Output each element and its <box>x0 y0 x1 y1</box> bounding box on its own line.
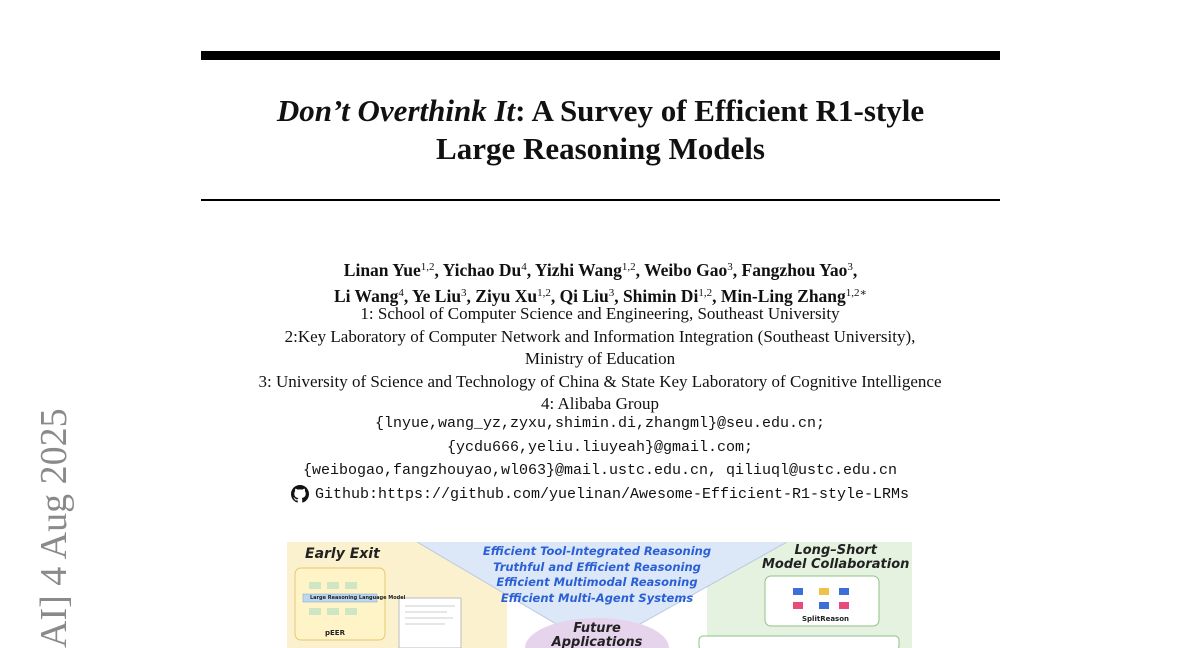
affiliation-line: Ministry of Education <box>524 349 676 368</box>
author: Shimin Di$^{1,2}$ <box>622 286 713 306</box>
early-exit-heading: Early Exit <box>305 546 380 562</box>
affiliation-line: 3: University of Science and Technology of China & State Key Laboratory of Cognitive Intelligence <box>258 371 942 391</box>
affiliations <box>150 303 1050 416</box>
peer-node <box>327 582 339 589</box>
affiliation-line: 4: Alibaba Group <box>540 394 660 413</box>
title-italic: Don’t Overthink It <box>276 93 516 128</box>
center-item: Truthful and Efficient Reasoning <box>493 559 701 574</box>
lrm-label: Large Reasoning Language Model <box>310 595 406 601</box>
email-line[interactable]: {weibogao,fangzhouyao,wl063}@mail.ustc.edu.cn, qiliuql@ustc.edu.cn <box>302 462 898 479</box>
splitreason-label: SplitReason <box>802 615 850 623</box>
overview-figure <box>287 542 912 648</box>
center-item: Efficient Tool-Integrated Reasoning <box>482 544 712 558</box>
affiliation-line: 1: School of Computer Science and Engineering, Southeast University <box>360 304 840 323</box>
author: Yizhi Wang$^{1,2}$ <box>534 260 636 280</box>
peer-node <box>327 608 339 615</box>
paper-title <box>201 92 1000 168</box>
github-link[interactable]: Github:https://github.com/yuelinan/Awesome-Efficient-R1-style-LRMs <box>314 485 910 503</box>
bottom-box <box>699 636 899 648</box>
center-item: Efficient Multi-Agent Systems <box>500 590 694 605</box>
peer-node <box>345 582 357 589</box>
author: Weibo Gao$^3$ <box>644 260 733 280</box>
top-thick-rule <box>201 51 1000 60</box>
title-bottom-rule <box>201 199 1000 201</box>
center-items <box>462 544 732 606</box>
long-short-heading: Long–Short Model Collaboration <box>762 543 910 572</box>
peer-node <box>309 582 321 589</box>
title-line2: Large Reasoning Models <box>436 131 765 166</box>
peer-label: pEER <box>325 629 345 637</box>
email-block <box>150 412 1050 512</box>
peer-node <box>345 608 357 615</box>
author-list: Linan Yue$^{1,2}$, Yichao Du$^4$, Yizhi Wang$^{1,2}$, Weibo Gao$^3$, Fangzhou Yao$^3$, Li Wang$^4$, Ye Liu$^3$, Ziyu Xu$^{1,2}$, Qi Liu$^3$, Shimin Di$^{1,2}$, Min-Ling Zhang$^{1,2∗}$ <box>333 260 868 306</box>
peer-node <box>309 608 321 615</box>
author: Ye Liu$^3$ <box>411 286 467 306</box>
author: Yichao Du$^4$ <box>442 260 527 280</box>
title-rest: : A Survey of Efficient R1-style <box>515 93 925 128</box>
email-line[interactable]: {ycdu666,yeliu.liuyeah}@gmail.com; <box>446 438 754 456</box>
author: Fangzhou Yao$^3$ <box>741 260 853 280</box>
affiliation-line: 2:Key Laboratory of Computer Network and Information Integration (Southeast University), <box>284 326 916 346</box>
future-applications-heading: Future Applications <box>551 621 643 648</box>
author: Linan Yue$^{1,2}$ <box>343 260 435 280</box>
arxiv-stamp: AI] 4 Aug 2025 <box>33 408 75 648</box>
author: Min-Ling Zhang$^{1,2∗}$ <box>720 286 868 306</box>
github-icon <box>291 485 309 503</box>
author: Qi Liu$^3$ <box>559 286 615 306</box>
author: Ziyu Xu$^{1,2}$ <box>475 286 551 306</box>
author: Li Wang$^4$ <box>333 286 404 306</box>
email-line[interactable]: {lnyue,wang_yz,zyxu,shimin.di,zhangml}@seu.edu.cn; <box>374 415 826 432</box>
center-item: Efficient Multimodal Reasoning <box>496 575 698 589</box>
github-line <box>291 483 909 507</box>
